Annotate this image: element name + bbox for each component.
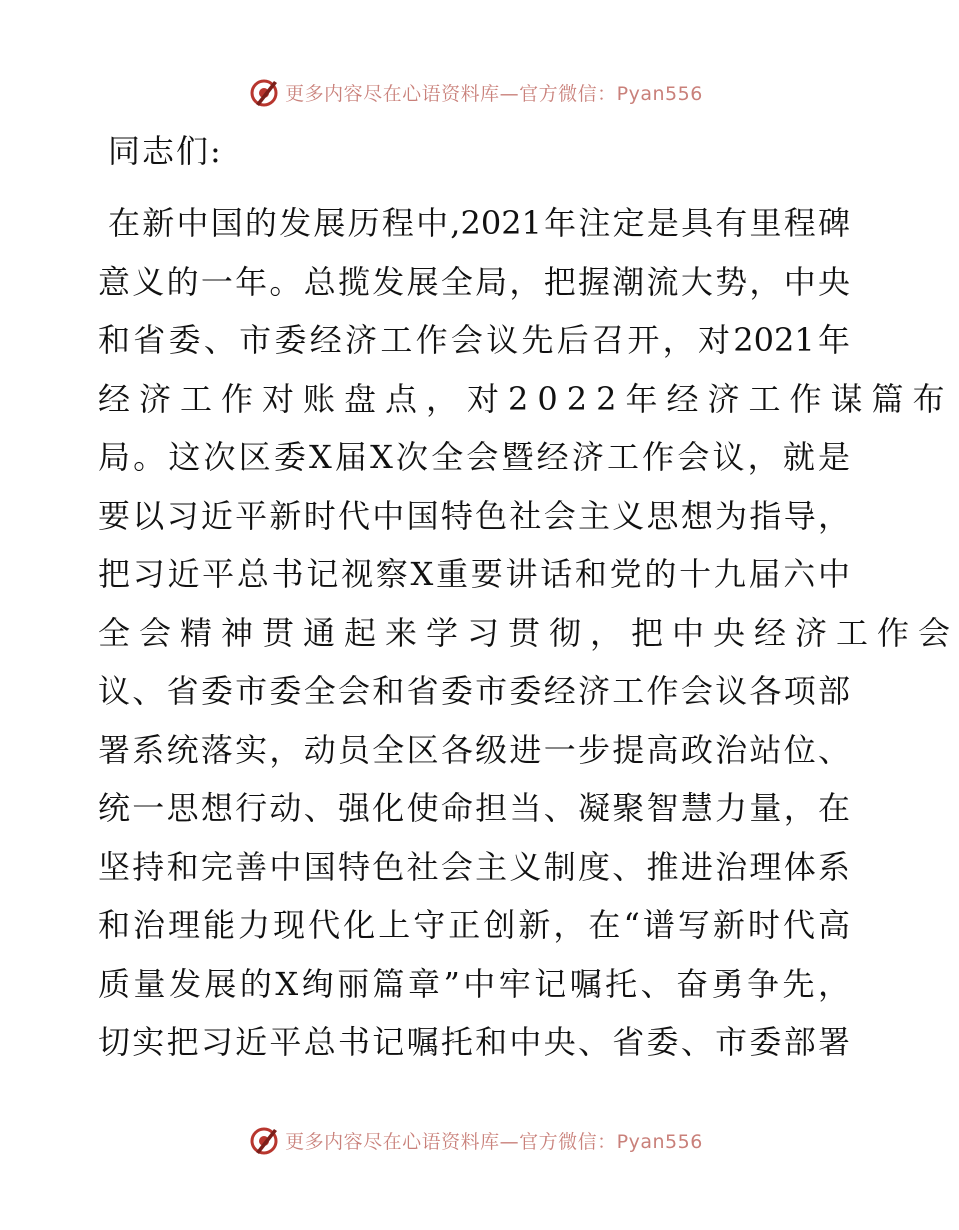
paragraph bbox=[98, 194, 959, 1072]
page-header-watermark bbox=[0, 72, 950, 112]
text-line: 坚持和完善中国特色社会主义制度、推进治理体系 bbox=[98, 847, 850, 886]
page-footer-watermark bbox=[0, 1120, 950, 1160]
text-line: 和治理能力现代化上守正创新，在“谱写新时代高 bbox=[98, 906, 850, 944]
text-line: 质量发展的X绚丽篇章”中牢记嘱托、奋勇争先， bbox=[98, 964, 850, 1003]
text-line: 意义的一年。总揽发展全局，把握潮流大势，中央 bbox=[98, 262, 850, 301]
watermark-text: 更多内容尽在心语资料库—官方微信：Pyan556 bbox=[285, 1130, 703, 1153]
pen-circle-logo-icon bbox=[247, 75, 281, 109]
text-line: 经济工作对账盘点，对2022年经济工作谋篇布 bbox=[98, 379, 954, 418]
text-line: 局。这次区委X届X次全会暨经济工作会议，就是 bbox=[98, 438, 850, 476]
salutation: 同志们: bbox=[108, 132, 223, 170]
text-line: 在新中国的发展历程中,2021年注定是具有里程碑 bbox=[108, 204, 850, 242]
text-line: 统一思想行动、强化使命担当、凝聚智慧力量，在 bbox=[98, 789, 850, 827]
document-body bbox=[98, 122, 959, 1072]
text-line: 署系统落实，动员全区各级进一步提高政治站位、 bbox=[98, 730, 850, 769]
watermark-text: 更多内容尽在心语资料库—官方微信：Pyan556 bbox=[285, 82, 703, 105]
text-line: 把习近平总书记视察X重要讲话和党的十九届六中 bbox=[98, 555, 850, 593]
text-line: 要以习近平新时代中国特色社会主义思想为指导， bbox=[98, 496, 850, 535]
text-line: 切实把习近平总书记嘱托和中央、省委、市委部署 bbox=[98, 1023, 850, 1061]
text-line: 和省委、市委经济工作会议先后召开，对2021年 bbox=[98, 321, 850, 359]
pen-circle-logo-icon bbox=[247, 1123, 281, 1157]
text-line: 议、省委市委全会和省委市委经济工作会议各项部 bbox=[98, 672, 850, 710]
text-line: 全会精神贯通起来学习贯彻，把中央经济工作会 bbox=[98, 613, 959, 652]
